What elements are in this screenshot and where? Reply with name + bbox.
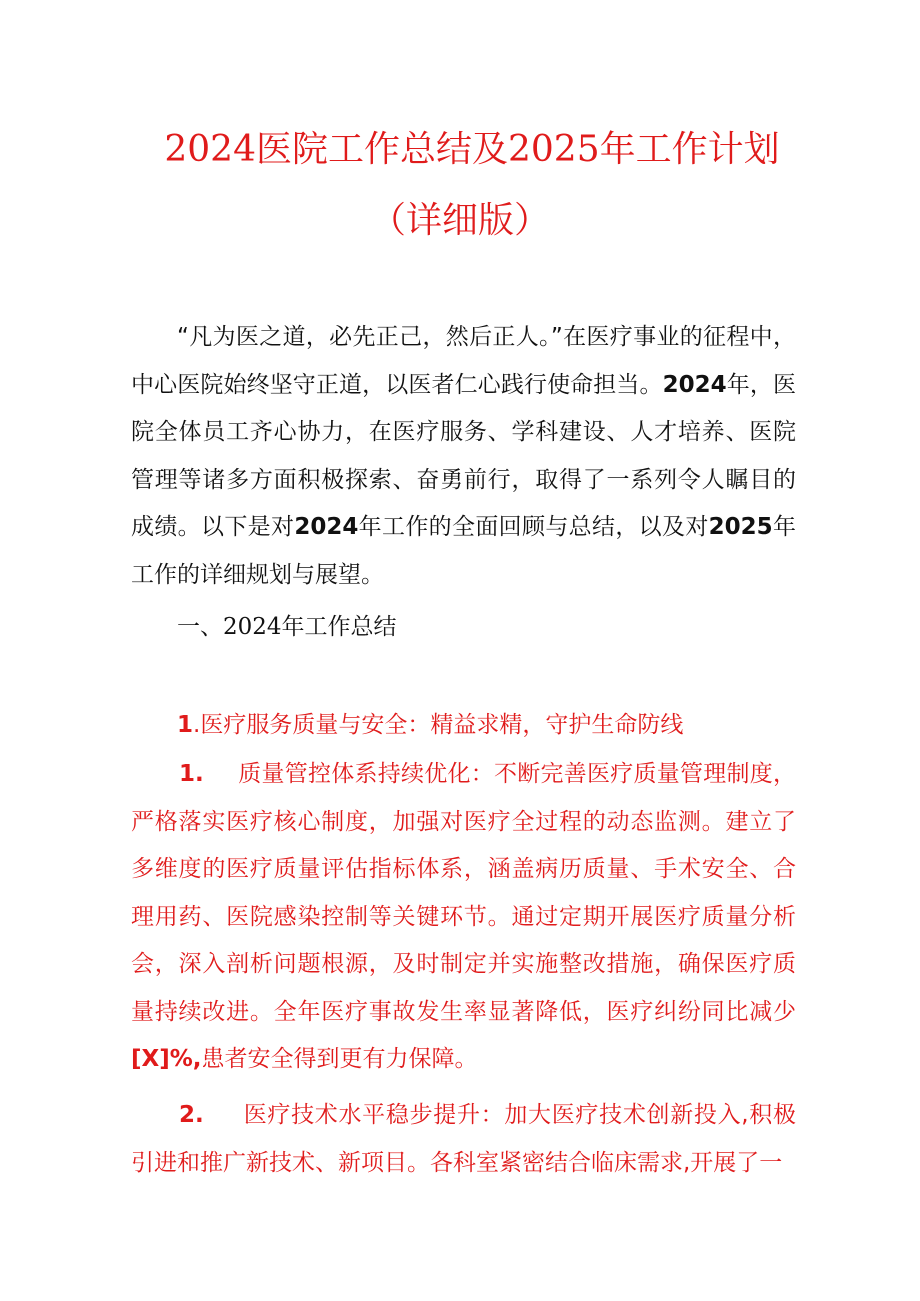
list-item-text: 质量管控体系持续优化：不断完善医疗质量管理制度，严格落实医疗核心制度，加强对医疗全过程的动态监测。建立了多维度的医疗质量评估指标体系，涵盖病历质量、手术安全、合理用药、医院感染控制等关键环节。通过定期开展医疗质量分析会，深入剖析问题根源，及时制定并实施整改措施，确保医疗质量持续改进。全年医疗事故发生率显著降低，医疗纠纷同比减少	[131, 761, 796, 1025]
subsection-heading	[177, 702, 683, 749]
intro-text-3: 年工作的全面回顾与总结，以及对	[358, 514, 709, 540]
list-item-number: 2.	[179, 1102, 204, 1128]
intro-paragraph	[131, 314, 796, 599]
list-item-placeholder: [X]%,	[131, 1046, 202, 1072]
intro-year-2024-b: 2024	[294, 514, 359, 540]
document-subtitle: （详细版）	[369, 200, 550, 241]
intro-year-2025: 2025	[708, 514, 773, 540]
subsection-title: .医疗服务质量与安全：精益求精，守护生命防线	[193, 712, 684, 738]
list-item-tail: 患者安全得到更有力保障。	[201, 1046, 478, 1072]
list-item-text: 医疗技术水平稳步提升：加大医疗技术创新投入,积极引进和推广新技术、新项目。各科室紧密结合临床需求,开展了一	[131, 1102, 796, 1176]
intro-text-4: 年工作的详细规划与展望。	[131, 514, 797, 588]
intro-text-1: “凡为医之道，必先正己，然后正人。”在医疗事业的征程中，中心医院始终坚守正道，以医者仁心践行使命担当。	[131, 324, 796, 398]
list-item-1	[131, 751, 796, 1084]
list-item-number: 1.	[179, 761, 204, 787]
subsection-number: 1	[177, 712, 194, 738]
intro-year-2024: 2024	[662, 371, 727, 398]
section-heading: 一、2024年工作总结	[177, 614, 397, 640]
intro-text-2: 年，医院全体员工齐心协力，在医疗服务、学科建设、人才培养、医院管理等诸多方面积极探索、奋勇前行，取得了一系列令人瞩目的成绩。以下是对	[131, 371, 797, 540]
list-item-2	[131, 1092, 796, 1187]
document-title: 2024医院工作总结及2025年工作计划	[164, 129, 780, 170]
